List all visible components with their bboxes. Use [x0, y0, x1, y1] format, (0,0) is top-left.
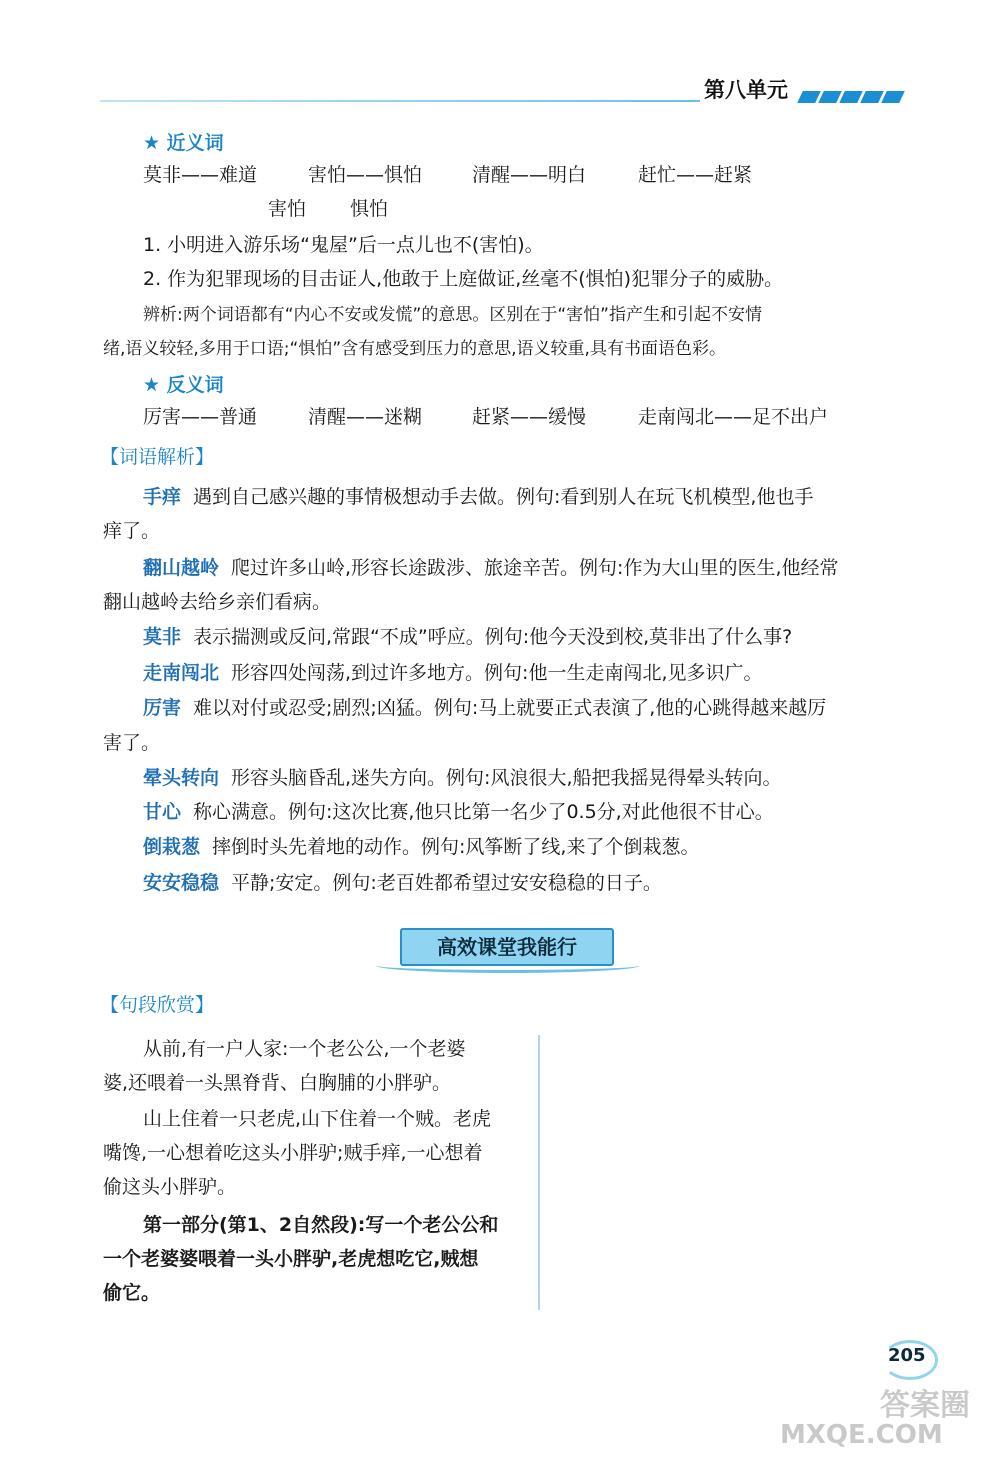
entry-definition: 平静;安定。例句:老百姓都希望过安安稳稳的日子。	[231, 872, 662, 894]
word-entry	[143, 553, 839, 580]
antonym-pair: 走南闯北——足不出户	[638, 406, 829, 428]
notes-divider	[538, 1035, 540, 1310]
appreciation-heading: 【句段欣赏】	[100, 994, 215, 1016]
word-entry	[143, 482, 813, 509]
word-entry	[143, 622, 792, 649]
synonyms-heading: ★ 近义词	[143, 132, 224, 154]
entry-term: 手痒	[143, 486, 182, 508]
entry-definition: 称心满意。例句:这次比赛,他只比第一名少了0.5分,对此他很不甘心。	[193, 801, 774, 823]
synonym-pair: 赶忙——赶紧	[638, 164, 753, 186]
header-stripes	[800, 88, 905, 107]
passage-line: 从前,有一户人家:一个老公公,一个老婆	[143, 1038, 466, 1060]
entry-term: 晕头转向	[143, 767, 220, 789]
passage-line: 嘴馋,一心想着吃这头小胖驴;贼手痒,一心想着	[103, 1142, 483, 1164]
synonym-pair: 害怕——惧怕	[308, 164, 423, 186]
antonyms-heading: ★ 反义词	[143, 374, 224, 396]
page-number: 205	[888, 1345, 926, 1366]
compare-word: 害怕	[268, 198, 307, 220]
antonym-pair: 厉害——普通	[143, 406, 258, 428]
entry-definition: 摔倒时头先着地的动作。例句:风筝断了线,来了个倒栽葱。	[212, 836, 700, 858]
word-entry	[143, 797, 774, 824]
entry-definition: 表示揣测或反问,常跟“不成”呼应。例句:他今天没到校,莫非出了什么事?	[193, 626, 793, 648]
antonym-pair: 清醒——迷糊	[308, 406, 423, 428]
passage-line: 偷这头小胖驴。	[103, 1176, 237, 1198]
entry-definition: 遇到自己感兴趣的事情极想动手去做。例句:看到别人在玩飞机模型,他也手	[193, 486, 814, 508]
header-rule	[100, 100, 700, 102]
example-sentence: 1. 小明进入游乐场“鬼屋”后一点儿也不(害怕)。	[143, 234, 544, 256]
entry-continuation: 痒了。	[103, 520, 161, 542]
antonym-pair: 赶紧——缓慢	[472, 406, 587, 428]
entry-term: 翻山越岭	[143, 557, 220, 579]
word-entry	[143, 658, 763, 685]
passage-line: 山上住着一只老虎,山下住着一个贼。老虎	[143, 1108, 492, 1130]
entry-term: 倒栽葱	[143, 836, 201, 858]
entry-term: 厉害	[143, 697, 182, 719]
entry-term: 走南闯北	[143, 662, 220, 684]
watermark-logo: 答案圈	[880, 1388, 970, 1423]
entry-term: 安安稳稳	[143, 872, 220, 894]
word-entry	[143, 832, 699, 859]
entry-definition: 形容头脑昏乱,迷失方向。例句:风浪很大,船把我摇晃得晕头转向。	[231, 767, 782, 789]
passage-line: 婆,还喂着一头黑脊背、白胸脯的小胖驴。	[103, 1072, 452, 1094]
summary-line: 偷它。	[103, 1282, 161, 1304]
entry-definition: 难以对付或忍受;剧烈;凶猛。例句:马上就要正式表演了,他的心跳得越来越厉	[193, 697, 827, 719]
word-entry	[143, 868, 662, 895]
entry-term: 甘心	[143, 801, 182, 823]
compare-word: 惧怕	[350, 198, 389, 220]
example-sentence: 2. 作为犯罪现场的目击证人,他敢于上庭做证,丝毫不(惧怕)犯罪分子的威胁。	[143, 268, 784, 290]
entry-definition: 形容四处闯荡,到过许多地方。例句:他一生走南闯北,见多识广。	[231, 662, 763, 684]
analysis-line: 辨析:两个词语都有“内心不安或发慌”的意思。区别在于“害怕”指产生和引起不安情	[143, 305, 762, 325]
word-entry	[143, 693, 826, 720]
watermark-url: MXQE.COM	[780, 1420, 943, 1450]
summary-line: 一个老婆婆喂着一头小胖驴,老虎想吃它,贼想	[103, 1248, 479, 1270]
word-analysis-heading: 【词语解析】	[100, 446, 215, 468]
entry-continuation: 害了。	[103, 732, 161, 754]
word-entry	[143, 763, 782, 790]
section-banner: 高效课堂我能行	[400, 928, 614, 966]
synonym-pair: 莫非——难道	[143, 164, 258, 186]
entry-continuation: 翻山越岭去给乡亲们看病。	[103, 591, 332, 613]
summary-line: 第一部分(第1、2自然段):写一个老公公和	[143, 1214, 499, 1236]
synonym-pair: 清醒——明白	[472, 164, 587, 186]
unit-title: 第八单元	[704, 78, 788, 102]
entry-definition: 爬过许多山岭,形容长途跋涉、旅途辛苦。例句:作为大山里的医生,他经常	[231, 557, 839, 579]
entry-term: 莫非	[143, 626, 182, 648]
analysis-line: 绪,语义较轻,多用于口语;“惧怕”含有感受到压力的意思,语义较重,具有书面语色彩。	[103, 339, 726, 359]
